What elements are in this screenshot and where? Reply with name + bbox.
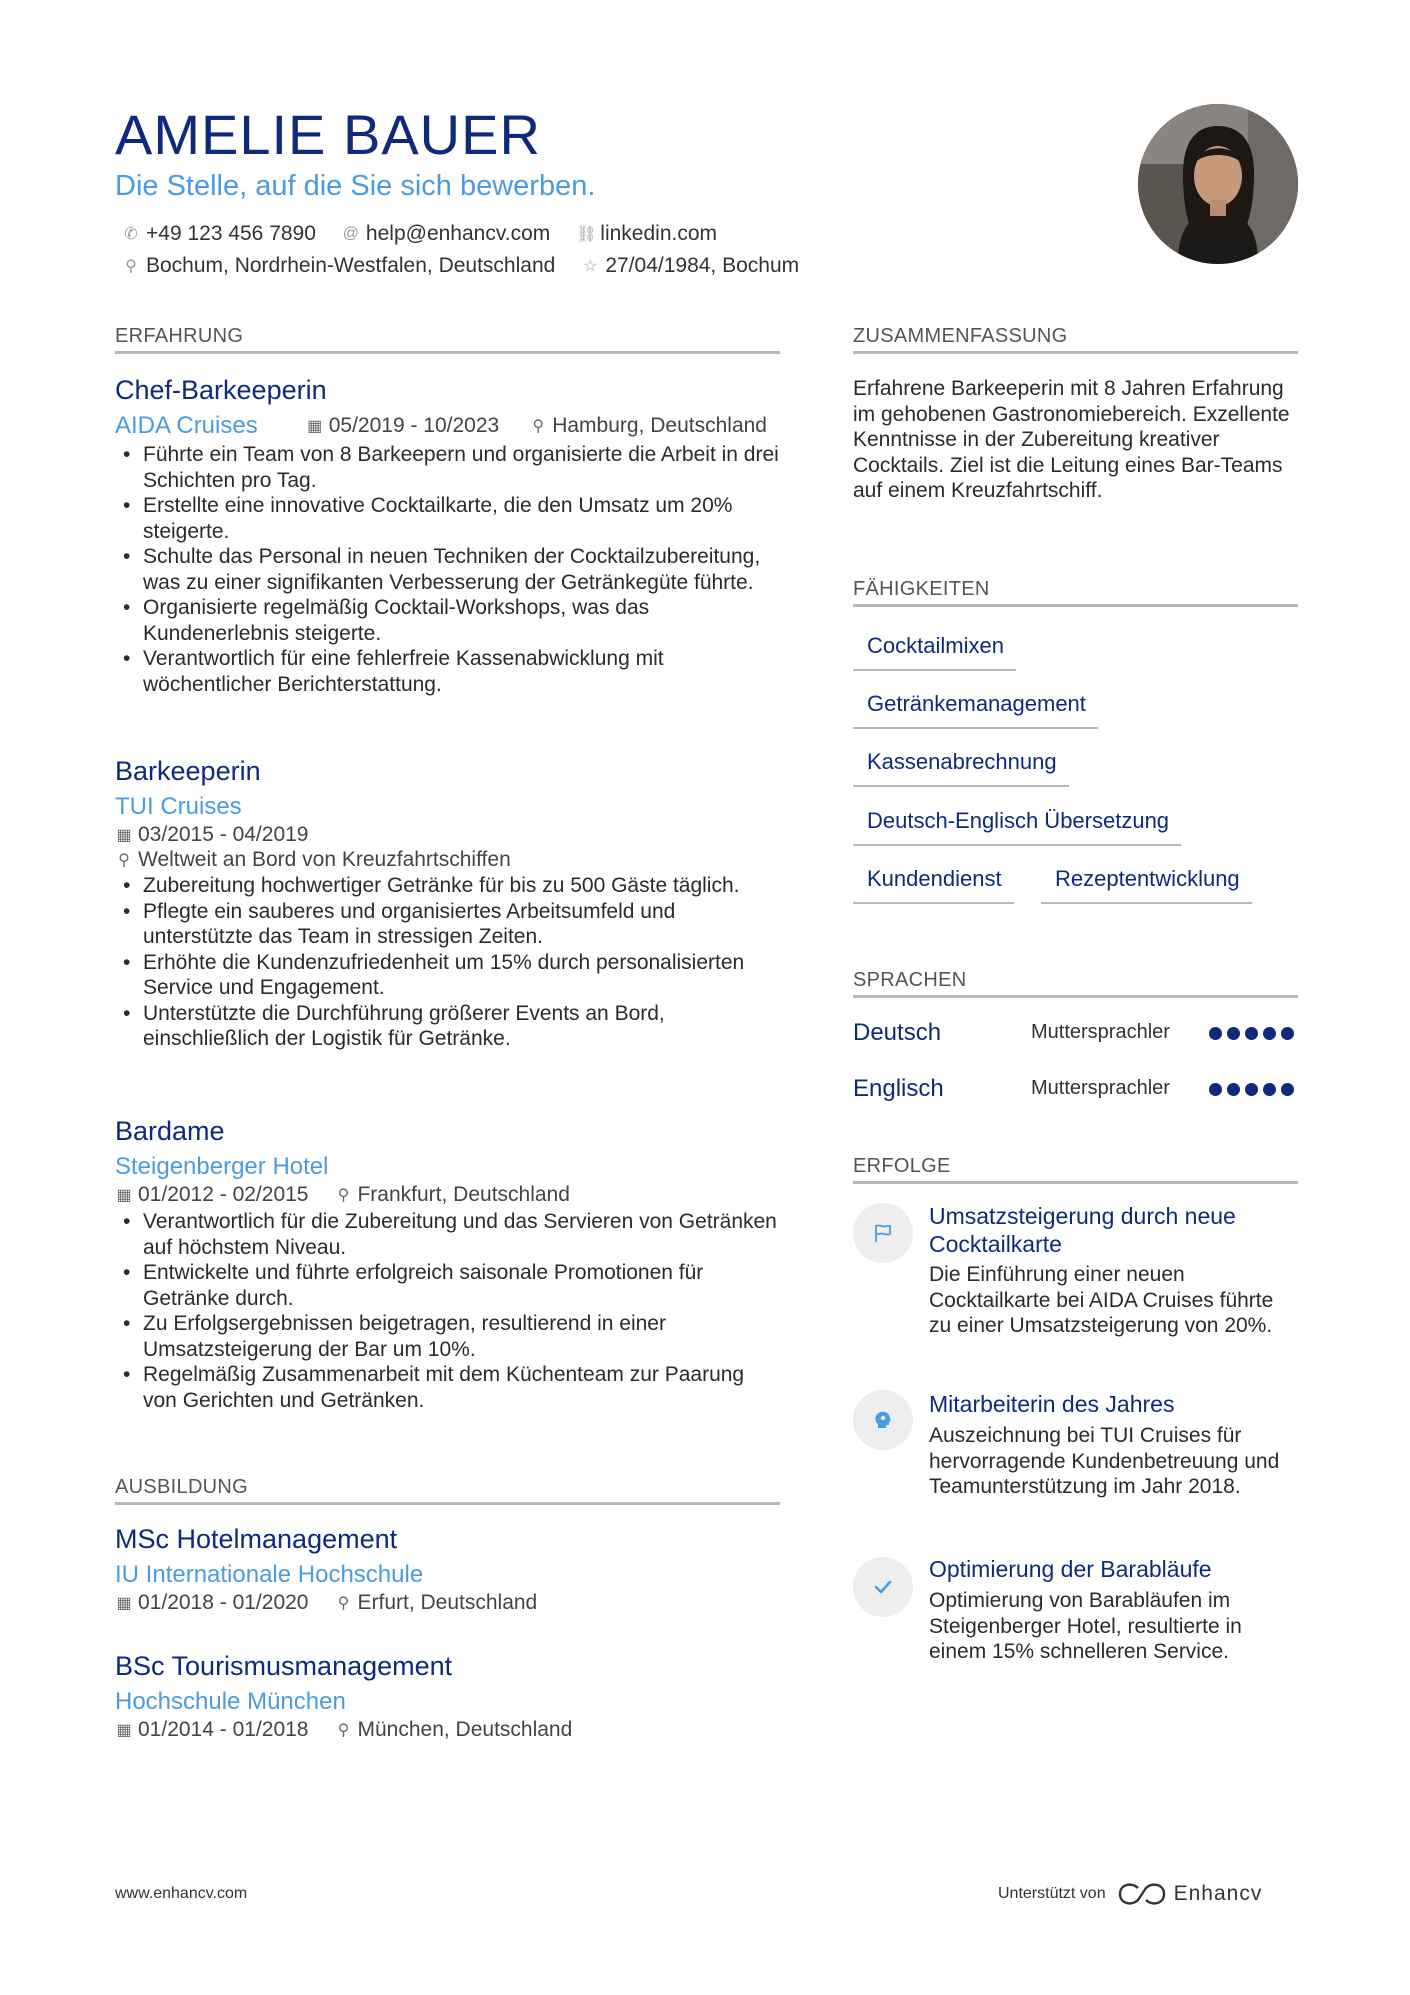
job-dates	[115, 823, 780, 847]
list-item: • Regelmäßig Zusammenarbeit mit dem Küchenteam zur Paarung von Gerichten und Getränken.	[115, 1362, 780, 1413]
skill-tag: Getränkemanagement	[853, 691, 1098, 729]
job-meta-row	[115, 1183, 780, 1207]
job-location	[115, 848, 780, 872]
school-name: Hochschule München	[115, 1688, 346, 1715]
list-item: • Erhöhte die Kundenzufriedenheit um 15% durch personalisierten Service und Engagement.	[115, 950, 780, 1001]
degree-title: MSc Hotelmanagement	[115, 1524, 398, 1554]
achievement-title: Mitarbeiterin des Jahres	[929, 1391, 1175, 1417]
contact-birth	[581, 254, 799, 278]
phone-text: +49 123 456 7890	[146, 222, 316, 245]
job-3	[115, 1116, 780, 1413]
rating-dot	[1209, 1083, 1222, 1096]
list-item: • Erstellte eine innovative Cocktailkarte, die den Umsatz um 20% steigerte.	[115, 493, 780, 544]
job-location	[529, 414, 767, 438]
flag-icon	[853, 1203, 913, 1263]
school-name: IU Internationale Hochschule	[115, 1561, 424, 1588]
job-company: Steigenberger Hotel	[115, 1153, 329, 1180]
contact-linkedin[interactable]	[576, 222, 717, 246]
job-location-text: Hamburg, Deutschland	[552, 414, 767, 437]
job-company: AIDA Cruises	[115, 412, 258, 439]
contact-location	[122, 254, 555, 278]
contact-email[interactable]	[342, 222, 550, 246]
location-pin-icon: ⚲	[337, 1595, 350, 1612]
calendar-icon: ▦	[116, 1722, 132, 1739]
summary-heading: ZUSAMMENFASSUNG	[853, 325, 1298, 354]
education-dates-text: 01/2014 - 01/2018	[138, 1718, 309, 1741]
job-title: Chef-Barkeeperin	[115, 375, 327, 405]
location-pin-icon: ⚲	[337, 1722, 350, 1739]
job-title: Bardame	[115, 1116, 225, 1146]
list-item: • Schulte das Personal in neuen Techniken der Cocktailzubereitung, was zu einer signifikanten Verbesserung der Getränkegüte führte.	[115, 544, 780, 595]
job-bullets	[115, 873, 780, 1052]
job-bullets	[115, 1209, 780, 1413]
job-2	[115, 756, 780, 1052]
contact-row-1	[122, 222, 743, 246]
list-item: • Führte ein Team von 8 Barkeepern und organisierte die Arbeit in drei Schichten pro Tag.	[115, 442, 780, 493]
achievements-heading: ERFOLGE	[853, 1155, 1298, 1184]
list-item: • Organisierte regelmäßig Cocktail-Workshops, was das Kundenerlebnis steigerte.	[115, 595, 780, 646]
list-item: • Verantwortlich für die Zubereitung und das Servieren von Getränken auf höchstem Niveau.	[115, 1209, 780, 1260]
education-location	[334, 1591, 537, 1615]
link-icon: ⛓	[576, 226, 597, 243]
education-dates	[115, 1718, 308, 1742]
education-dates	[115, 1591, 308, 1615]
summary-text: Erfahrene Barkeeperin mit 8 Jahren Erfahrung im gehobenen Gastronomiebereich. Exzellente Kenntnisse in der Zubereitung kreativer Cocktails. Ziel ist die Leitung eines Bar-Teams auf einem Kreuzfahrtschiff.	[853, 377, 1290, 502]
enhancv-logo-icon	[1118, 1882, 1166, 1906]
language-name: Deutsch	[853, 1019, 942, 1046]
rating-dot	[1263, 1083, 1276, 1096]
education-location-text: München, Deutschland	[357, 1718, 573, 1741]
achievement-description: Auszeichnung bei TUI Cruises für hervorragende Kundenbetreuung und Teamunterstützung im Jahr 2018.	[929, 1424, 1280, 1498]
rating-dot	[1245, 1083, 1258, 1096]
job-location-text: Weltweit an Bord von Kreuzfahrtschiffen	[138, 848, 511, 871]
check-icon	[853, 1557, 913, 1617]
rating-dot	[1263, 1027, 1276, 1040]
email-text: help@enhancv.com	[365, 222, 551, 245]
achievement-title: Optimierung der Barabläufe	[929, 1556, 1212, 1582]
skill-tag: Kundendienst	[853, 866, 1014, 904]
rating-dot	[1227, 1027, 1240, 1040]
education-location	[334, 1718, 572, 1742]
education-heading: AUSBILDUNG	[115, 1476, 780, 1505]
powered-by-text: Unterstützt von	[998, 1885, 1106, 1902]
achievement-title: Umsatzsteigerung durch neue Cocktailkarte	[929, 1203, 1236, 1257]
location-text: Bochum, Nordrhein-Westfalen, Deutschland	[146, 254, 556, 277]
education-item	[115, 1524, 780, 1615]
job-dates-text: 03/2015 - 04/2019	[138, 823, 309, 846]
calendar-icon: ▦	[307, 418, 323, 435]
location-pin-icon: ⚲	[532, 418, 545, 435]
birth-text: 27/04/1984, Bochum	[605, 254, 800, 277]
job-title: Barkeeperin	[115, 756, 261, 786]
star-icon: ☆	[583, 258, 598, 275]
rating-dot	[1209, 1027, 1222, 1040]
contact-phone	[122, 222, 316, 246]
rating-dot	[1245, 1027, 1258, 1040]
language-rating	[1209, 1083, 1294, 1096]
skills-heading: FÄHIGKEITEN	[853, 578, 1298, 607]
skill-tag: Rezeptentwicklung	[1041, 866, 1252, 904]
location-pin-icon: ⚲	[337, 1187, 350, 1204]
location-pin-icon: ⚲	[125, 258, 137, 275]
job-dates	[306, 414, 499, 438]
language-level: Muttersprachler	[1031, 1021, 1170, 1043]
contact-row-2	[122, 254, 825, 278]
job-header-row	[115, 412, 780, 440]
language-rating	[1209, 1027, 1294, 1040]
calendar-icon: ▦	[116, 1595, 132, 1612]
calendar-icon: ▦	[116, 1187, 132, 1204]
target-position: Die Stelle, auf die Sie sich bewerben.	[115, 170, 596, 202]
list-item: • Zu Erfolgsergebnissen beigetragen, resultierend in einer Umsatzsteigerung der Bar um 10%.	[115, 1311, 780, 1362]
job-company: TUI Cruises	[115, 793, 242, 820]
portrait-image	[1138, 104, 1298, 264]
degree-title: BSc Tourismusmanagement	[115, 1651, 453, 1681]
job-location-text: Frankfurt, Deutschland	[357, 1183, 570, 1206]
list-item: • Zubereitung hochwertiger Getränke für bis zu 500 Gäste täglich.	[115, 873, 780, 899]
list-item: • Pflegte ein sauberes und organisiertes Arbeitsumfeld und unterstützte das Team in stressigen Zeiten.	[115, 899, 780, 950]
education-dates-text: 01/2018 - 01/2020	[138, 1591, 309, 1614]
achievement-description: Die Einführung einer neuen Cocktailkarte bei AIDA Cruises führte zu einer Umsatzsteigerung von 20%.	[929, 1263, 1274, 1337]
skill-tag: Deutsch-Englisch Übersetzung	[853, 808, 1181, 846]
language-level: Muttersprachler	[1031, 1077, 1170, 1099]
education-location-text: Erfurt, Deutschland	[357, 1591, 538, 1614]
head-icon	[853, 1390, 913, 1450]
job-dates-text: 01/2012 - 02/2015	[138, 1183, 309, 1206]
location-pin-icon: ⚲	[118, 852, 130, 869]
rating-dot	[1281, 1083, 1294, 1096]
achievement-description: Optimierung von Barabläufen im Steigenberger Hotel, resultierte in einem 15% schnelleren Service.	[929, 1589, 1242, 1663]
skill-tag: Cocktailmixen	[853, 633, 1016, 671]
list-item: • Entwickelte und führte erfolgreich saisonale Promotionen für Getränke durch.	[115, 1260, 780, 1311]
job-bullets	[115, 442, 780, 697]
enhancv-brand: Enhancv	[1173, 1882, 1263, 1905]
phone-icon: ✆	[124, 226, 138, 243]
language-name: Englisch	[853, 1075, 944, 1102]
list-item: • Unterstützte die Durchführung größerer Events an Bord, einschließlich der Logistik für Getränke.	[115, 1001, 780, 1052]
rating-dot	[1227, 1083, 1240, 1096]
candidate-name: AMELIE BAUER	[115, 103, 541, 166]
at-icon: @	[342, 225, 360, 242]
languages-heading: SPRACHEN	[853, 969, 1298, 998]
job-1	[115, 375, 780, 697]
rating-dot	[1281, 1027, 1294, 1040]
footer-powered-by	[998, 1882, 1262, 1906]
linkedin-text: linkedin.com	[600, 222, 718, 245]
experience-heading: ERFAHRUNG	[115, 325, 780, 354]
profile-photo	[1138, 104, 1298, 264]
calendar-icon: ▦	[116, 827, 132, 844]
skill-tag: Kassenabrechnung	[853, 749, 1069, 787]
job-location	[334, 1183, 569, 1207]
job-dates	[115, 1183, 308, 1207]
list-item: • Verantwortlich für eine fehlerfreie Kassenabwicklung mit wöchentlicher Berichterstattung.	[115, 646, 780, 697]
education-meta-row	[115, 1718, 780, 1742]
footer-url[interactable]: www.enhancv.com	[115, 1885, 248, 1902]
education-meta-row	[115, 1591, 780, 1615]
education-item	[115, 1651, 780, 1742]
job-dates-text: 05/2019 - 10/2023	[328, 414, 500, 437]
